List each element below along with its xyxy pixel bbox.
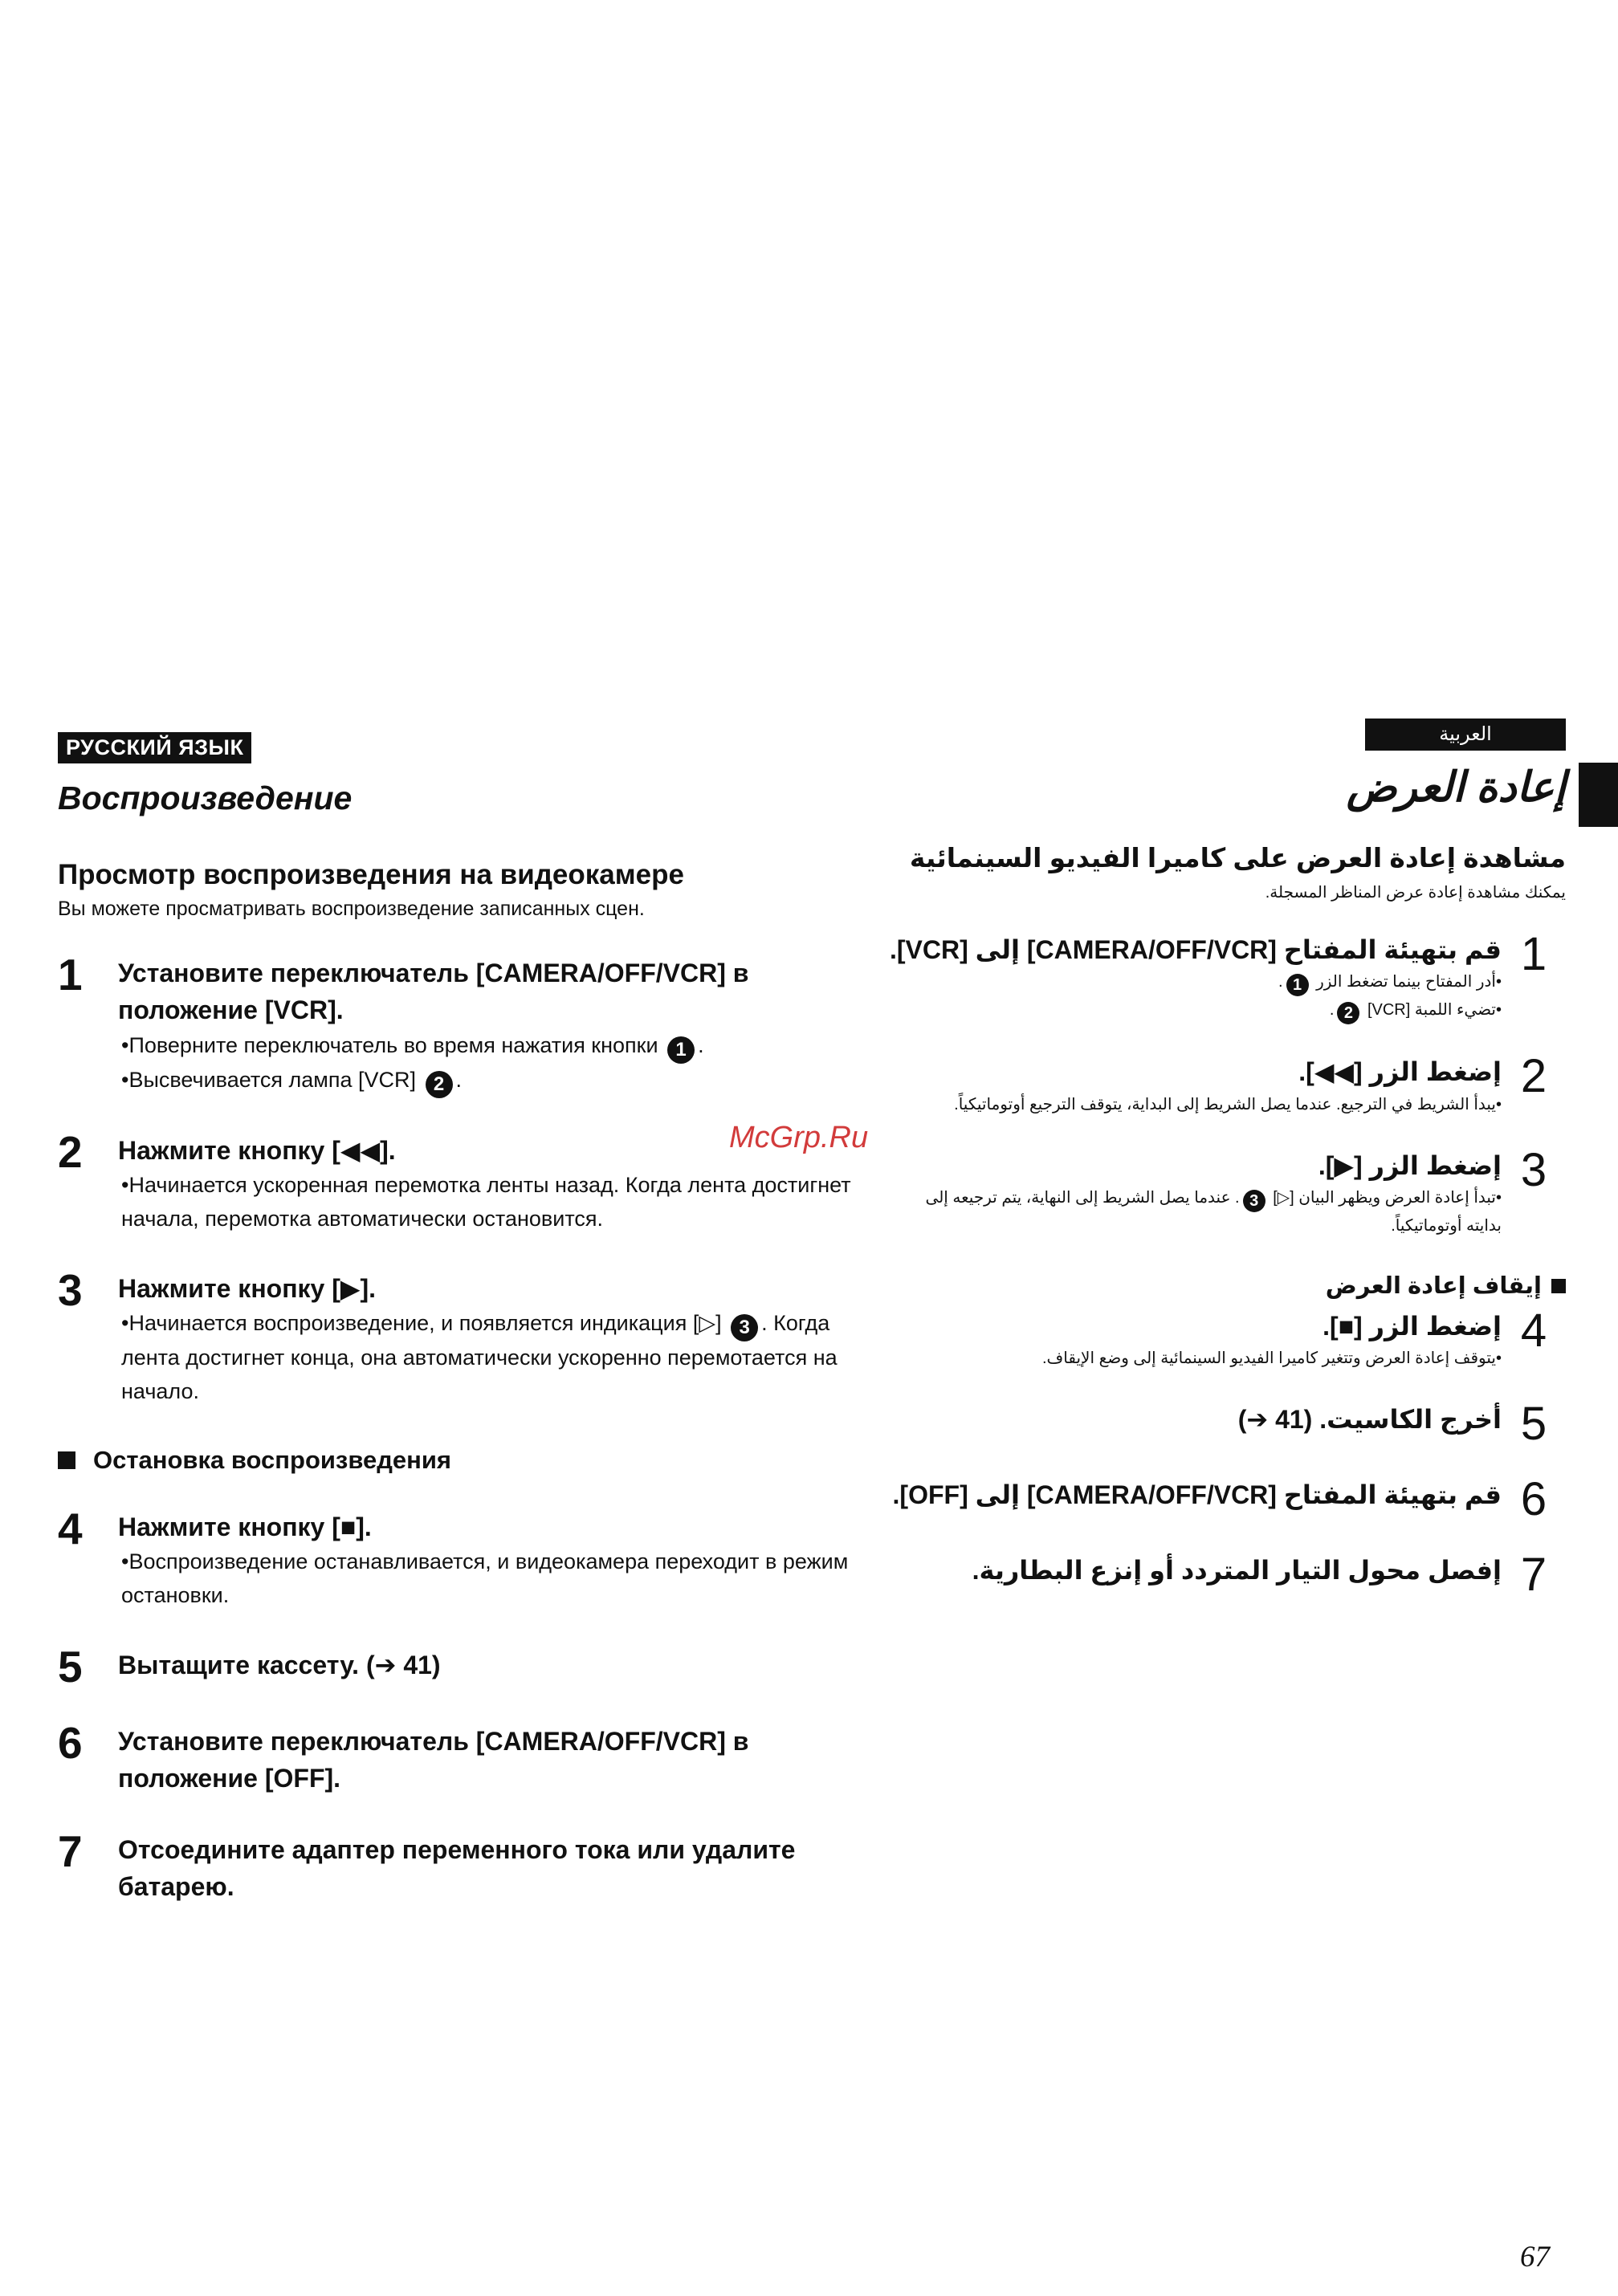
- step-heading: Нажмите кнопку [■].: [118, 1512, 372, 1541]
- step-number: 2: [1520, 1050, 1547, 1103]
- step-number: 4: [1520, 1305, 1547, 1358]
- step-note: •Высвечивается лампа [VCR] 2 .: [121, 1064, 861, 1098]
- language-badge-arabic: العربية: [1365, 719, 1566, 751]
- marker-1-icon: 1: [667, 1036, 695, 1064]
- marker-2-icon: 2: [426, 1071, 453, 1098]
- step-heading: Установите переключатель [CAMERA/OFF/VCR] в положение [OFF].: [118, 1727, 749, 1793]
- step-heading: إضغط الزر [■].: [1323, 1312, 1502, 1341]
- edge-tab-marker: [1579, 763, 1618, 827]
- arabic-column: [887, 719, 1566, 1602]
- step-note: •أدر المفتاح بينما تضغط الزر 1.: [887, 968, 1502, 996]
- subtitle-arabic: مشاهدة إعادة العرض على كاميرا الفيديو السينمائية: [909, 843, 1566, 873]
- ru-step-7: [58, 1826, 861, 1906]
- step-number: 5: [58, 1642, 83, 1692]
- ru-step-4: [58, 1503, 861, 1613]
- description-russian: Вы можете просматривать воспроизведение записанных сцен.: [58, 898, 645, 920]
- step-note: •Начинается ускоренная перемотка ленты назад. Когда лента достигнет начала, перемотка автоматически остановится.: [121, 1173, 851, 1231]
- step-number: 3: [58, 1264, 83, 1315]
- step-number: 1: [1520, 927, 1547, 980]
- square-bullet-icon: [1551, 1279, 1566, 1293]
- stop-section-heading: Остановка воспроизведения: [58, 1446, 861, 1475]
- step-heading: أخرج الكاسيت. (41 ➔): [1237, 1405, 1502, 1435]
- watermark: McGrp.Ru: [729, 1121, 869, 1154]
- section-title-arabic: إعادة العرض: [1346, 764, 1566, 811]
- step-heading: إضغط الزر [▶].: [1318, 1150, 1502, 1180]
- step-note: •يتوقف إعادة العرض وتتغير كاميرا الفيديو السينمائية إلى وضع الإيقاف.: [1041, 1350, 1502, 1368]
- step-number: 5: [1520, 1398, 1547, 1451]
- page-number: 67: [1520, 2241, 1550, 2274]
- russian-column: [58, 732, 861, 1906]
- language-badge-russian: РУССКИЙ ЯЗЫК: [58, 732, 251, 763]
- square-bullet-icon: [58, 1451, 75, 1469]
- marker-3-icon: 3: [1243, 1190, 1265, 1212]
- step-number: 1: [58, 950, 83, 999]
- ar-step-6: [887, 1473, 1566, 1526]
- marker-1-icon: 1: [1286, 974, 1309, 996]
- ar-step-2: [887, 1050, 1566, 1117]
- ar-step-7: [887, 1549, 1566, 1602]
- step-note: •Начинается воспроизведение, и появляется индикация [▷] 3 . Когда лента достигнет конца, она автоматически ускоренно перемотается на начало.: [121, 1311, 838, 1404]
- step-note: •تبدأ إعادة العرض ويظهر البيان [▷] 3. عندما يصل الشريط إلى النهاية، يتم ترجيعه إلى بدايته أوتوماتيكياً.: [925, 1189, 1502, 1236]
- subtitle-russian: Просмотр воспроизведения на видеокамере: [58, 859, 684, 890]
- step-number: 7: [58, 1826, 83, 1876]
- step-heading: قم بتهيئة المفتاح [CAMERA/OFF/VCR] إلى [OFF].: [892, 1480, 1502, 1510]
- step-heading: Установите переключатель [CAMERA/OFF/VCR] в положение [VCR].: [118, 959, 749, 1025]
- ru-step-6: [58, 1718, 861, 1797]
- step-heading: قم بتهيئة المفتاح [CAMERA/OFF/VCR] إلى [VCR].: [889, 934, 1502, 964]
- marker-3-icon: 3: [731, 1314, 758, 1341]
- ar-step-5: [887, 1398, 1566, 1451]
- ar-step-1: [887, 927, 1566, 1024]
- section-title-russian: Воспроизведение: [58, 780, 353, 816]
- step-heading: Нажмите кнопку [◀◀].: [118, 1135, 396, 1165]
- step-number: 3: [1520, 1143, 1547, 1196]
- ar-step-3: [887, 1143, 1566, 1240]
- step-heading: Вытащите кассету. (➔ 41): [118, 1651, 441, 1680]
- stop-section-heading-arabic: إيقاف إعادة العرض: [887, 1272, 1566, 1300]
- step-heading: Нажмите кнопку [▶].: [118, 1273, 377, 1303]
- ru-step-1: [58, 950, 861, 1098]
- ar-step-4: [887, 1305, 1566, 1372]
- ru-step-5: [58, 1642, 861, 1692]
- description-arabic: يمكنك مشاهدة إعادة عرض المناظر المسجلة.: [1265, 883, 1566, 902]
- ru-step-3: [58, 1264, 861, 1409]
- step-heading: Отсоедините адаптер переменного тока или удалите батарею.: [118, 1834, 796, 1902]
- marker-2-icon: 2: [1337, 1002, 1359, 1024]
- step-number: 4: [58, 1503, 83, 1553]
- step-number: 6: [58, 1718, 83, 1769]
- step-note: •Воспроизведение останавливается, и видеокамера переходит в режим остановки.: [121, 1549, 849, 1608]
- step-note: •Поверните переключатель во время нажатия кнопки 1 .: [121, 1029, 861, 1064]
- step-heading: إفصل محول التيار المتردد أو إنزع البطارية.: [972, 1556, 1502, 1586]
- step-number: 6: [1520, 1473, 1547, 1526]
- step-heading: إضغط الزر [◀◀].: [1298, 1057, 1502, 1087]
- step-number: 2: [58, 1126, 83, 1177]
- step-number: 7: [1520, 1549, 1547, 1602]
- step-note: •تضيء اللمبة [VCR] 2.: [887, 996, 1502, 1024]
- step-note: •يبدأ الشريط في الترجيع. عندما يصل الشريط إلى البداية، يتوقف الترجيع أوتوماتيكياً.: [954, 1095, 1502, 1113]
